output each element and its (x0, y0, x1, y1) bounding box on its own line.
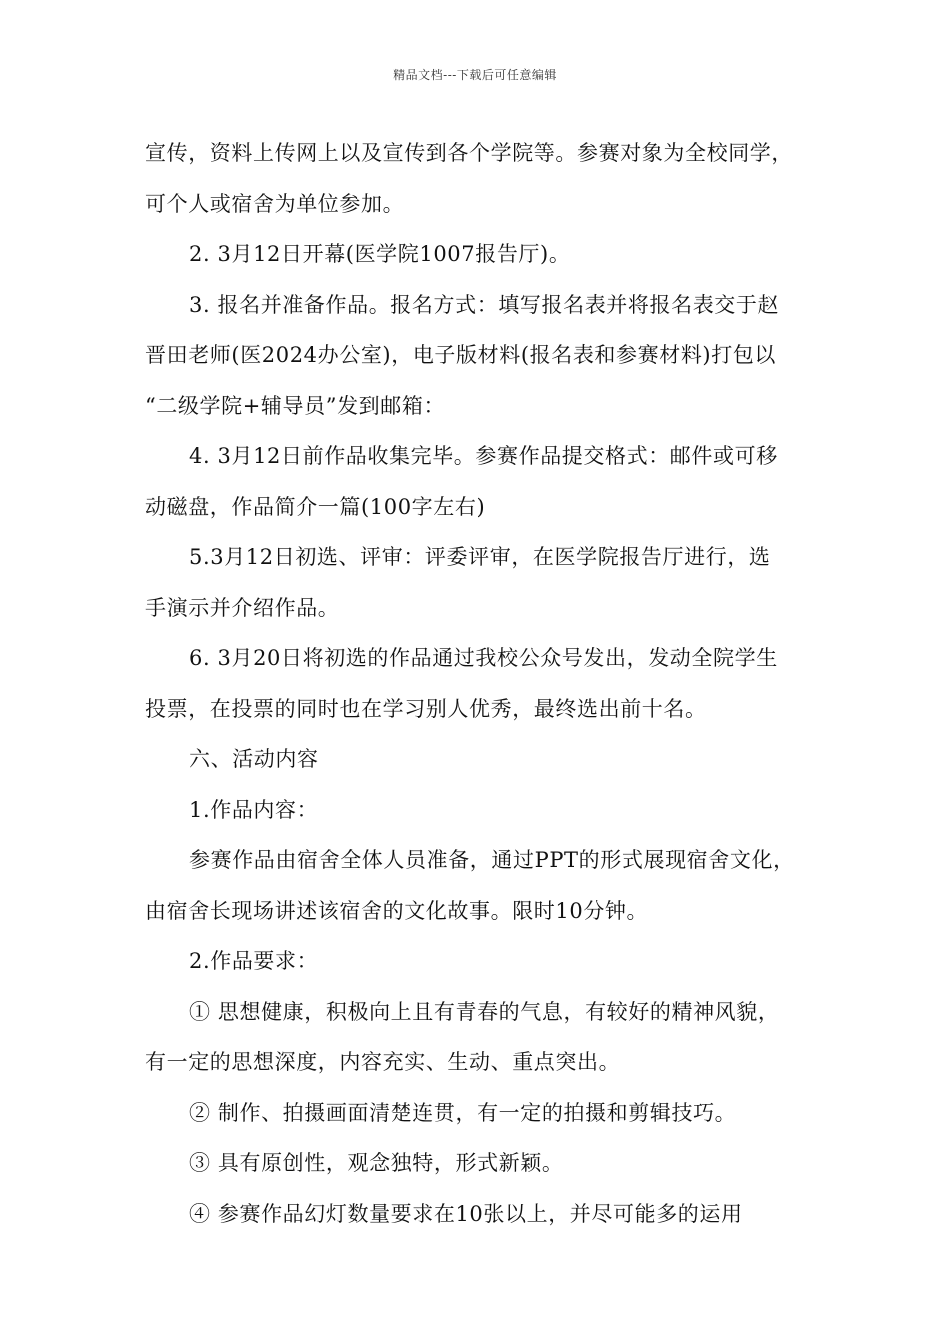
text-line: 可个人或宿舍为单位参加。 (145, 191, 405, 216)
subsection-heading: 1.作品内容： (189, 797, 319, 822)
list-item: 4. 3月12日前作品收集完毕。参赛作品提交格式：邮件或可移 (189, 444, 778, 468)
list-item: 2. 3月12日开幕(医学院1007报告厅)。 (189, 242, 571, 266)
text-line: “二级学院+辅导员”发到邮箱： (145, 393, 446, 418)
paragraph-line: 参赛作品由宿舍全体人员准备，通过PPT的形式展现宿舍文化， (189, 848, 795, 872)
requirement-item: ③ 具有原创性，观念独特，形式新颖。 (189, 1151, 564, 1175)
text-line: 由宿舍长现场讲述该宿舍的文化故事。限时10分钟。 (145, 898, 649, 923)
text-line: 有一定的思想深度，内容充实、生动、重点突出。 (145, 1050, 621, 1074)
list-item: 5.3月12日初选、评审：评委评审，在医学院报告厅进行，选 (189, 545, 771, 569)
list-item: 3. 报名并准备作品。报名方式：填写报名表并将报名表交于赵 (189, 292, 780, 317)
requirement-item: ④ 参赛作品幻灯数量要求在10张以上，并尽可能多的运用 (189, 1201, 743, 1226)
page-header: 精品文档---下载后可任意编辑 (393, 68, 557, 82)
subsection-heading: 2.作品要求： (189, 949, 319, 973)
text-line: 手演示并介绍作品。 (145, 595, 340, 620)
list-item: 6. 3月20日将初选的作品通过我校公众号发出，发动全院学生 (189, 646, 778, 670)
text-line: 投票，在投票的同时也在学习别人优秀，最终选出前十名。 (145, 696, 707, 721)
requirement-item: ① 思想健康，积极向上且有青春的气息，有较好的精神风貌， (189, 999, 780, 1024)
section-heading: 六、活动内容 (189, 747, 319, 771)
requirement-item: ② 制作、拍摄画面清楚连贯，有一定的拍摄和剪辑技巧。 (189, 1100, 737, 1125)
text-line: 动磁盘，作品简介一篇(100字左右) (145, 494, 486, 519)
document-body (145, 128, 810, 1239)
text-line: 宣传，资料上传网上以及宣传到各个学院等。参赛对象为全校同学， (145, 141, 793, 165)
text-line: 晋田老师(医2024办公室)，电子版材料(报名表和参赛材料)打包以 (145, 343, 777, 367)
